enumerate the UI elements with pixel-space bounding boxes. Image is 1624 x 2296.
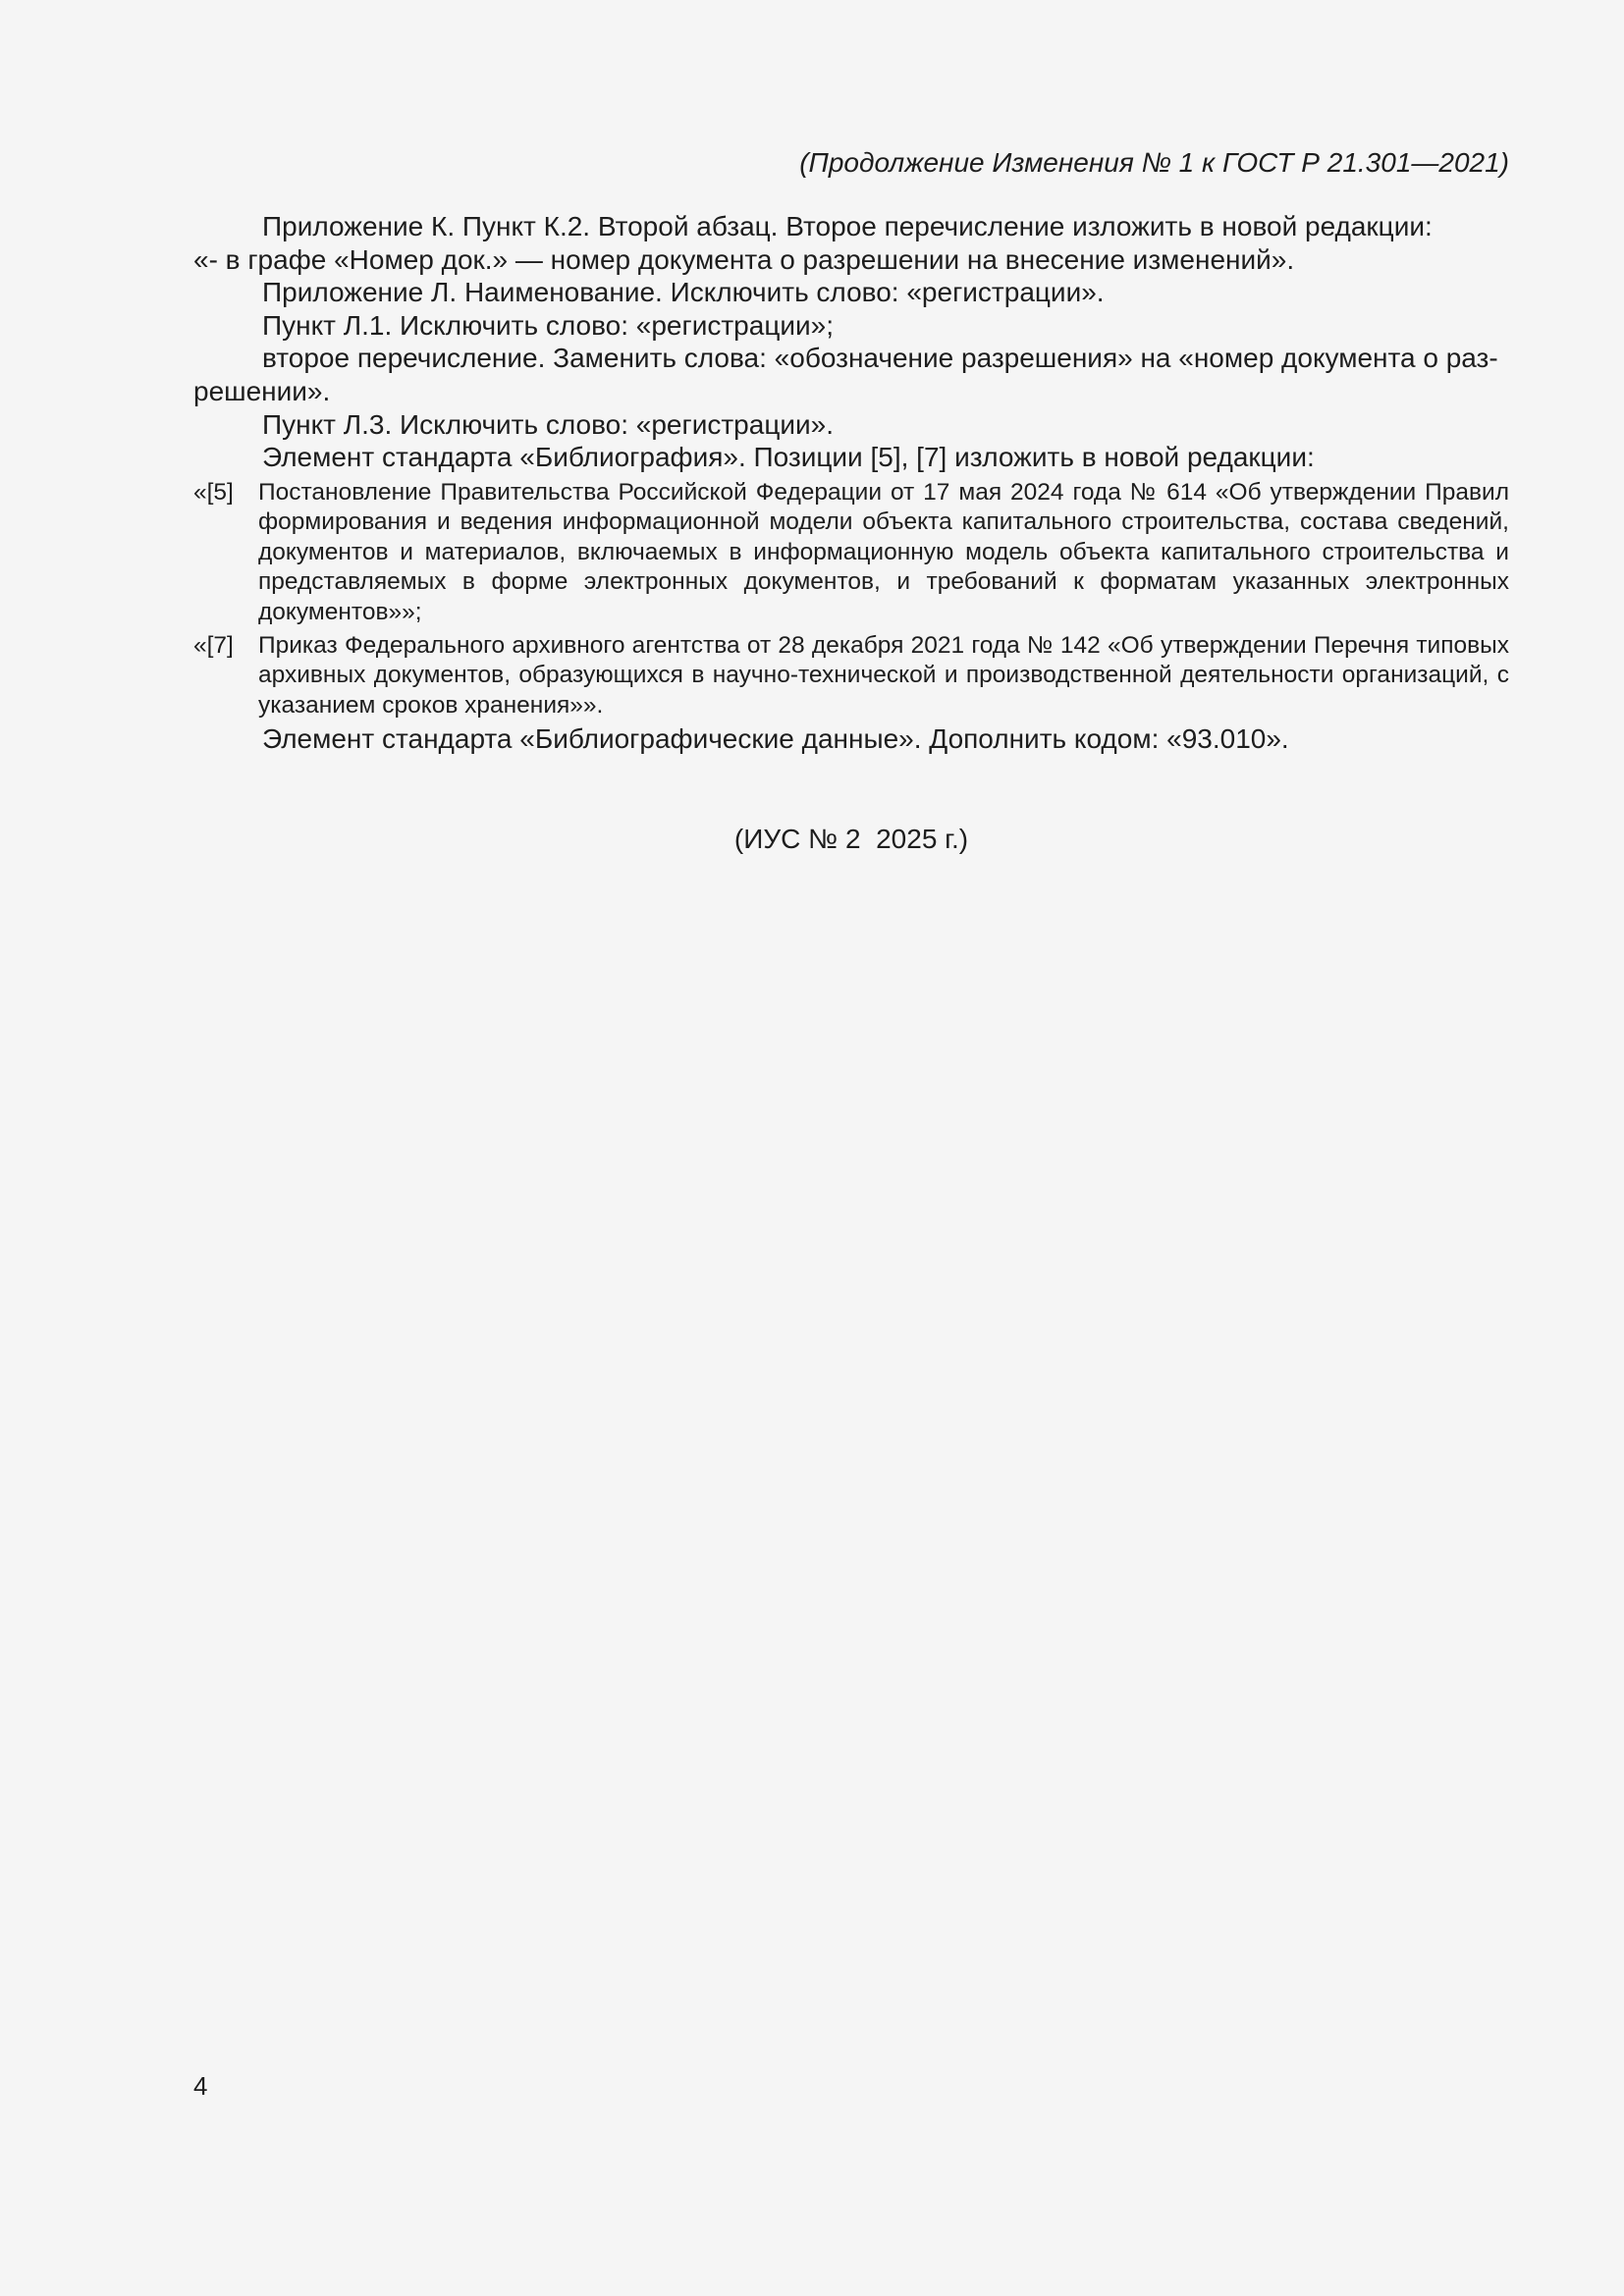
closing-section — [193, 722, 1509, 756]
amendment-body — [193, 210, 1509, 474]
document-page — [193, 0, 1509, 2296]
paragraph-item-l3: Пункт Л.3. Исключить слово: «регистрации». — [262, 408, 834, 440]
bibliography-entry-number: «[7] — [193, 632, 234, 660]
paragraph-appendix-l-title: Приложение Л. Наименование. Исключить слово: «регистрации». — [262, 277, 1105, 308]
paragraph-second-listing: второе перечисление. Заменить слова: «обозначение разрешения» на «номер документа о раз- решении». — [193, 343, 1498, 406]
paragraph-item-l1: Пункт Л.1. Исключить слово: «регистрации»; — [262, 309, 834, 341]
page-header: (Продолжение Изменения № 1 к ГОСТ Р 21.301—2021) — [799, 147, 1509, 178]
paragraph-bibliographic-data: Элемент стандарта «Библиографические данные». Дополнить кодом: «93.010». — [262, 723, 1289, 754]
bibliography-entry — [193, 631, 1509, 721]
ius-reference: (ИУС № 2 2025 г.) — [733, 824, 969, 854]
paragraph-appendix-k-quote: «- в графе «Номер док.» — номер документа о разрешении на внесение изменений». — [193, 243, 1295, 275]
bibliography-entry-number: «[5] — [193, 479, 234, 506]
bibliography-entry — [193, 478, 1509, 627]
bibliography-entry-text: Приказ Федерального архивного агентства от 28 декабря 2021 года № 142 «Об утверждении Перечня типовых архивных документов, образующихся в научно-технической и производственной деятельности организаций, с указанием сроков хранения»». — [258, 632, 1509, 719]
paragraph-bibliography-element: Элемент стандарта «Библиография». Позиции [5], [7] изложить в новой редакции: — [262, 442, 1315, 473]
bibliography-list — [193, 478, 1509, 724]
bibliography-entry-text: Постановление Правительства Российской Федерации от 17 мая 2024 года № 614 «Об утверждении Правил формирования и ведения информационной модели объекта капитального строительства, состава сведений, документов и материалов, включаемых в информационную модель объекта капитального строительства и представляемых в форме электронных документов, и требований к форматам указанных электронных документов»»; — [258, 479, 1509, 625]
page-number: 4 — [193, 2071, 208, 2101]
paragraph-appendix-k: Приложение К. Пункт К.2. Второй абзац. Второе перечисление изложить в новой редакции: — [262, 211, 1433, 241]
